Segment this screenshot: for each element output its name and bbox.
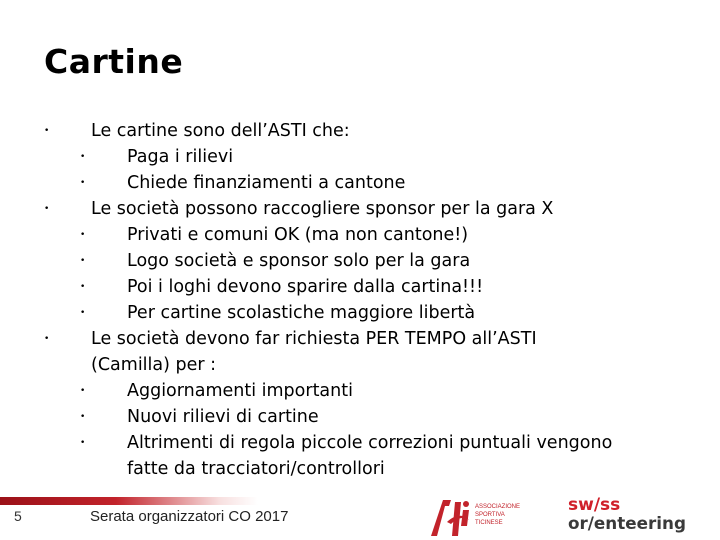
swiss-orienteering-logo [568,494,688,534]
bullet-level-2: • [80,256,86,266]
bullet-level-2: • [80,230,86,240]
bullet-text: Per cartine scolastiche maggiore libertà [127,303,476,323]
bullet-text: Le società devono far richiesta PER TEMPO all’ASTI [91,329,537,349]
footer-text: Serata organizzatori CO 2017 [90,508,289,525]
bullet-text: Chiede finanziamenti a cantone [127,173,406,193]
bullet-level-2: • [80,308,86,318]
bullet-level-2: • [80,152,86,162]
asti-logo-mark [431,500,469,536]
bullet-text: Aggiornamenti importanti [127,381,353,401]
bullet-text: Altrimenti di regola piccole correzioni puntuali vengono [127,433,613,453]
footer-red-bar [0,497,258,505]
slide-title: Cartine [44,42,184,81]
bullet-level-1: • [44,204,50,214]
asti-line-3: TICINESE [475,520,503,526]
swiss-logo-line-2: or/enteering [568,514,686,534]
page-number: 5 [14,508,22,524]
bullet-text: fatte da tracciatori/controllori [127,459,385,479]
bullet-level-1: • [44,126,50,136]
asti-logo [425,492,535,538]
bullet-level-1: • [44,334,50,344]
bullet-level-2: • [80,412,86,422]
bullet-text: (Camilla) per : [91,355,217,375]
bullet-level-2: • [80,438,86,448]
swiss-logo-line-1: sw/ss [568,495,621,515]
asti-line-1: ASSOCIAZIONE [475,504,521,510]
asti-line-2: SPORTIVA [475,512,505,518]
bullet-text: Privati e comuni OK (ma non cantone!) [127,225,469,245]
bullet-level-2: • [80,386,86,396]
bullet-text: Paga i rilievi [127,147,234,167]
bullet-text: Le cartine sono dell’ASTI che: [91,121,350,141]
bullet-level-2: • [80,178,86,188]
bullet-text: Nuovi rilievi di cartine [127,407,319,427]
bullet-text: Poi i loghi devono sparire dalla cartina!!! [127,277,484,297]
bullet-text: Logo società e sponsor solo per la gara [127,251,471,271]
bullet-level-2: • [80,282,86,292]
bullet-text: Le società possono raccogliere sponsor per la gara X [91,199,554,219]
